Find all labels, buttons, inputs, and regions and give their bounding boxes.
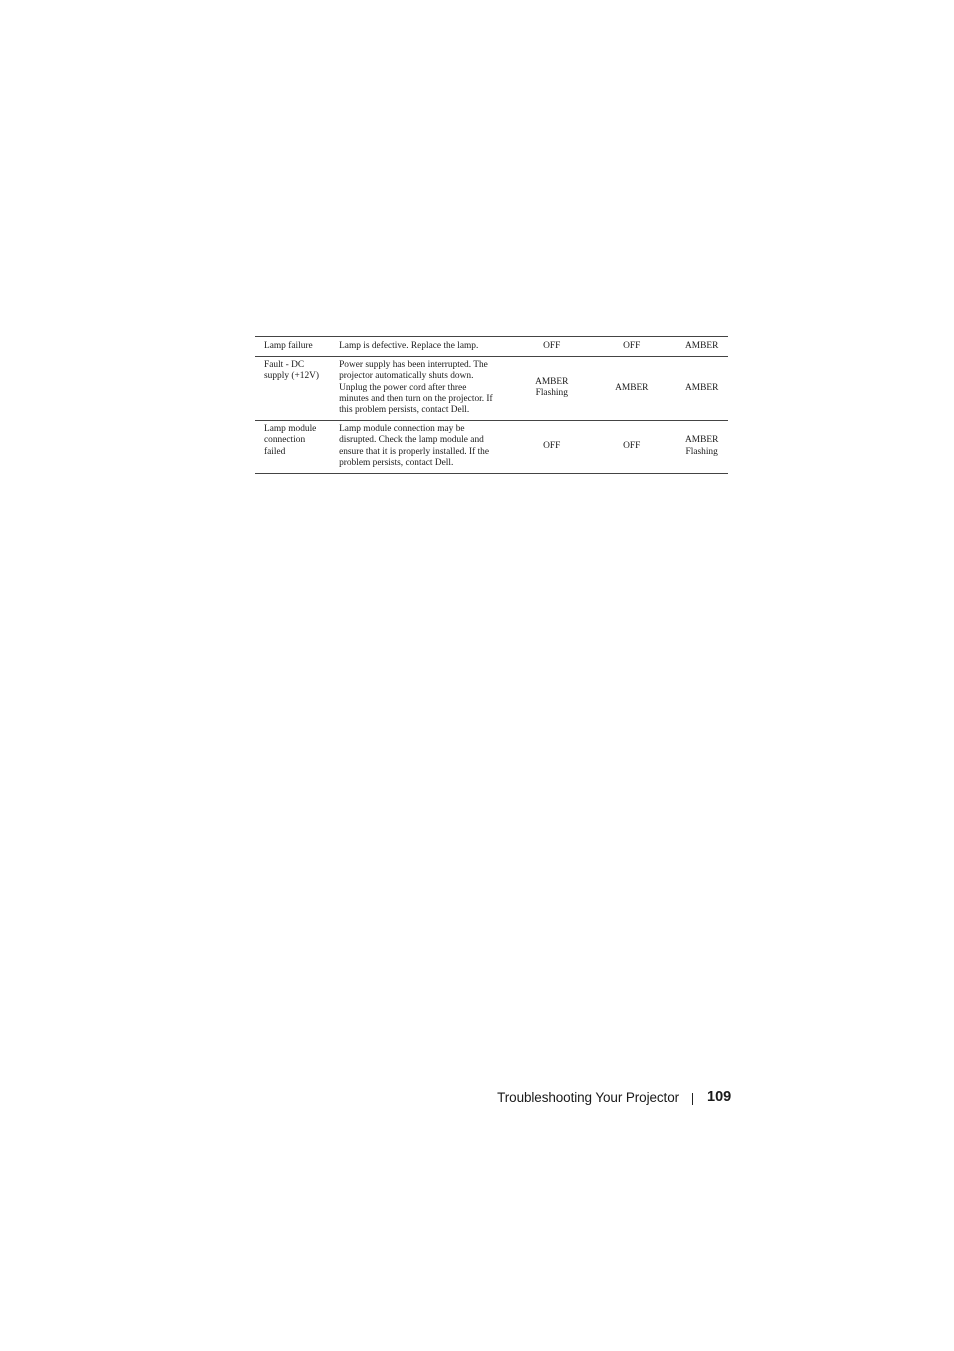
indicator-cell: AMBER Flashing bbox=[535, 377, 569, 399]
indicator-cell: OFF bbox=[623, 441, 641, 452]
indicator-cell: OFF bbox=[623, 341, 641, 351]
table-row bbox=[255, 337, 728, 357]
table-row bbox=[255, 357, 728, 421]
page-number: 109 bbox=[707, 1089, 732, 1105]
indicator-cell: AMBER bbox=[684, 341, 719, 351]
description-cell: Lamp module connection may be disrupted. Check the lamp module and ensure that it is properly installed. If the problem persists, contact Dell. bbox=[339, 424, 490, 468]
indicator-cell: OFF bbox=[543, 441, 561, 452]
indicator-cell: AMBER bbox=[615, 382, 649, 393]
problem-cell: Lamp module connection failed bbox=[264, 424, 317, 457]
indicator-cell: AMBER Flashing bbox=[684, 435, 719, 457]
description-cell: Power supply has been interrupted. The projector automatically shuts down. Unplug the power cord after three minutes and then turn on the projector. If this problem persists, contact Dell. bbox=[339, 360, 493, 416]
description-cell: Lamp is defective. Replace the lamp. bbox=[339, 341, 479, 351]
section-title: Troubleshooting Your Projector bbox=[497, 1090, 679, 1105]
table-row bbox=[255, 421, 728, 474]
problem-cell: Lamp failure bbox=[264, 341, 313, 351]
led-status-table bbox=[255, 336, 728, 474]
problem-cell: Fault - DC supply (+12V) bbox=[264, 360, 320, 382]
indicator-cell: OFF bbox=[543, 341, 561, 351]
indicator-cell: AMBER bbox=[684, 382, 719, 393]
led-status-table-container bbox=[255, 336, 728, 474]
page-footer bbox=[0, 1088, 954, 1110]
footer-divider bbox=[692, 1093, 693, 1105]
